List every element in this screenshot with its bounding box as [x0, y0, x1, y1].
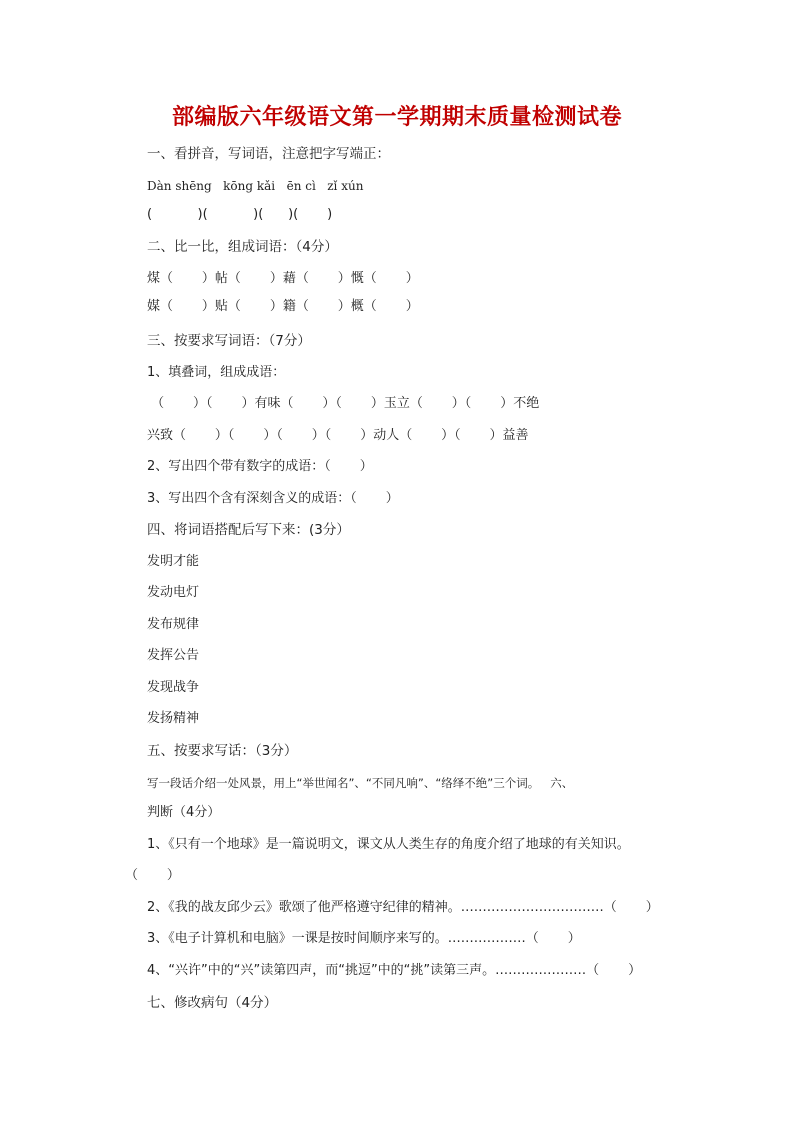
word-pair-6: 发扬精神 [147, 711, 200, 726]
section-2-heading: 二、比一比，组成词语：（4分） [147, 239, 338, 255]
section-3-heading: 三、按要求写词语：（7分） [147, 333, 311, 349]
judge-item-3: 3、《电子计算机和电脑》一课是按时间顺序来写的。………………（ ） [147, 931, 581, 946]
pinyin-line: Dàn shēng kōng kǎi ēn cì zǐ xún [147, 179, 364, 193]
section-3-item-2: 2、写出四个带有数字的成语：（ ） [147, 459, 373, 474]
exam-title: 部编版六年级语文第一学期期末质量检测试卷 [171, 104, 622, 130]
word-pair-2: 发动电灯 [147, 585, 200, 600]
judge-item-1: 1、《只有一个地球》是一篇说明文，课文从人类生存的角度介绍了地球的有关知识。 [147, 837, 630, 852]
pinyin-blanks: ( )( )( )( ) [147, 207, 333, 222]
section-6-heading: 判断（4分） [147, 805, 221, 820]
word-pair-3: 发布规律 [147, 617, 200, 632]
section-1-heading: 一、看拼音，写词语，注意把字写端正： [147, 146, 390, 162]
word-pair-4: 发挥公告 [147, 648, 200, 663]
judge-item-1-paren: （ ） [125, 868, 180, 883]
section-5-heading: 五、按要求写话：（3分） [147, 743, 298, 759]
section-3-item-1: 1、填叠词，组成成语： [147, 365, 286, 380]
section-3-item-3: 3、写出四个含有深刻含义的成语：（ ） [147, 491, 399, 506]
section-4-heading: 四、将词语搭配后写下来：(3分） [147, 522, 350, 538]
word-pair-5: 发现战争 [147, 680, 200, 695]
judge-item-2: 2、《我的战友邱少云》歌颂了他严格遵守纪律的精神。……………………………（ ） [147, 900, 659, 915]
idiom-row-1: （ ）（ ）有味（ ）（ ）玉立（ ）（ ）不绝 [147, 396, 540, 411]
judge-item-4: 4、“兴许”中的“兴”读第四声，而“挑逗”中的“挑”读第三声。…………………（ ） [147, 963, 642, 978]
idiom-row-2: 兴致（ ）（ ）（ ）（ ）动人（ ）（ ）益善 [147, 428, 529, 443]
section-5-prompt: 写一段话介绍一处风景，用上“举世闻名”、“不同凡响”、“络绎不绝”三个词。 六、 [147, 776, 574, 790]
compare-row-2: 媒（ ）贴（ ）籍（ ）概（ ） [147, 299, 419, 314]
compare-row-1: 煤（ ）帖（ ）藉（ ）慨（ ） [147, 271, 419, 286]
word-pair-1: 发明才能 [147, 554, 200, 569]
section-7-heading: 七、修改病句（4分） [147, 995, 278, 1011]
